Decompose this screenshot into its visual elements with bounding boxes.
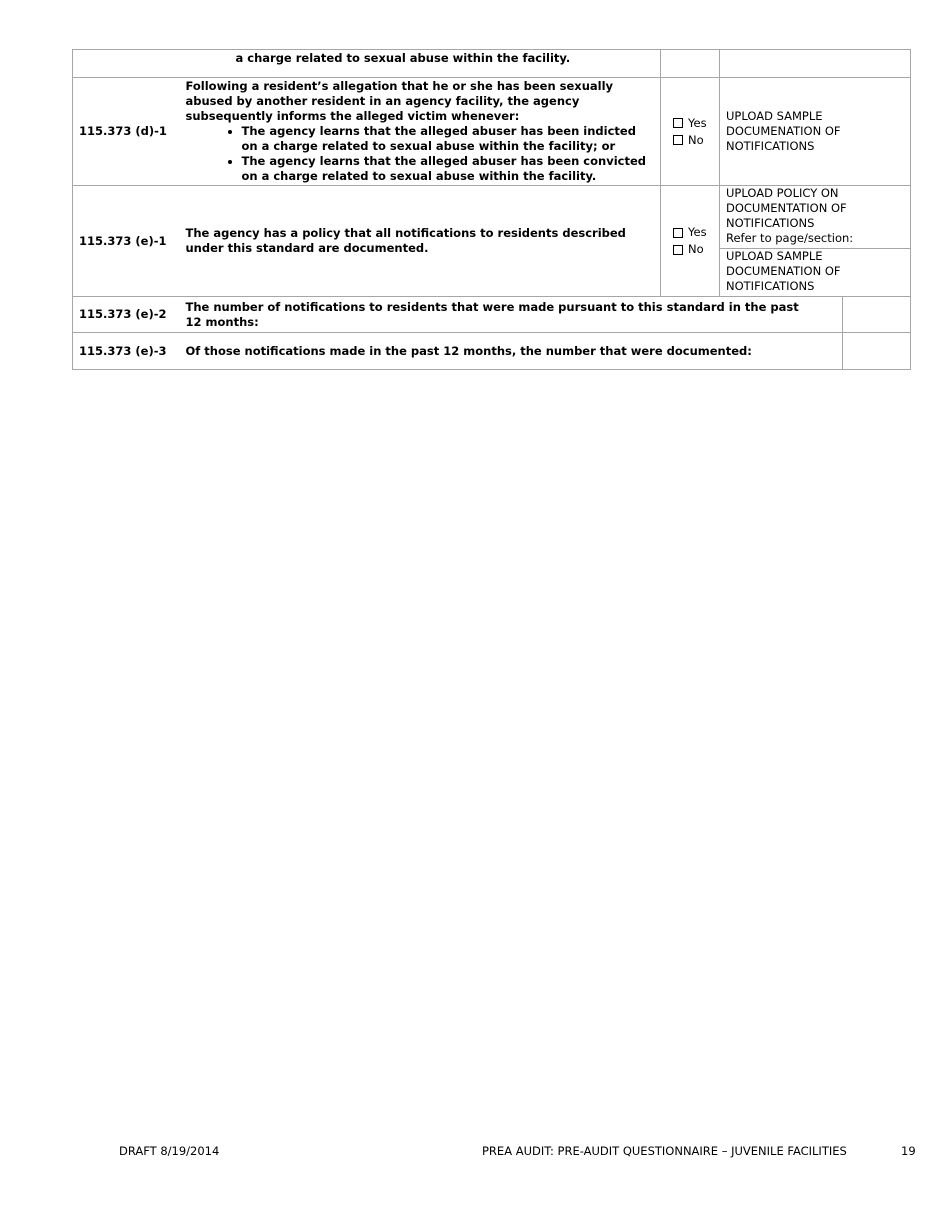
- upload-cell-empty: [720, 50, 911, 78]
- count-input-cell[interactable]: [843, 297, 911, 333]
- no-option[interactable]: [673, 241, 713, 258]
- yes-checkbox[interactable]: [673, 118, 683, 128]
- list-item: • The agency learns that the alleged abuser has been indicted on a charge related to sexual abuse within the facility; or: [242, 124, 655, 154]
- questionnaire-table: [72, 49, 911, 370]
- no-option[interactable]: [673, 132, 713, 149]
- footer-draft-date: DRAFT 8/19/2014: [119, 1144, 220, 1158]
- yes-option[interactable]: [673, 115, 713, 132]
- bullet-list: [186, 124, 655, 184]
- table-row-e3: [73, 333, 911, 370]
- no-checkbox[interactable]: [673, 135, 683, 145]
- question-id: 115.373 (e)-1: [73, 186, 180, 297]
- table-row-e1: [73, 186, 911, 249]
- upload-sample-link[interactable]: UPLOAD SAMPLE DOCUMENATION OF NOTIFICATIONS: [720, 78, 911, 186]
- question-text: The number of notifications to residents that were made pursuant to this standard in the past 12 months:: [180, 297, 843, 333]
- upload-sample-link[interactable]: UPLOAD SAMPLE DOCUMENATION OF NOTIFICATIONS: [720, 249, 911, 297]
- question-id: 115.373 (e)-2: [73, 297, 180, 333]
- question-id: 115.373 (e)-3: [73, 333, 180, 370]
- footer-title: PREA AUDIT: PRE-AUDIT QUESTIONNAIRE – JUVENILE FACILITIES: [482, 1144, 847, 1158]
- question-text: Of those notifications made in the past 12 months, the number that were documented:: [180, 333, 843, 370]
- table-row-d1: [73, 78, 911, 186]
- no-label: No: [688, 132, 704, 147]
- question-id: 115.373 (d)-1: [73, 78, 180, 186]
- answer-cell-empty: [661, 50, 720, 78]
- footer-page-number: 19: [901, 1144, 916, 1158]
- continuation-text: a charge related to sexual abuse within the facility.: [235, 51, 571, 65]
- no-label: No: [688, 242, 704, 256]
- yes-checkbox[interactable]: [673, 228, 683, 238]
- yes-option[interactable]: [673, 224, 713, 241]
- upload-policy-link[interactable]: UPLOAD POLICY ON DOCUMENTATION OF NOTIFICATIONS: [726, 186, 847, 230]
- no-checkbox[interactable]: [673, 245, 683, 255]
- refer-page-section: Refer to page/section:: [726, 231, 854, 245]
- question-text: Following a resident’s allegation that he or she has been sexually abused by another resident in an agency facility, the agency subsequently informs the alleged victim whenever:: [185, 79, 614, 123]
- yes-label: Yes: [688, 225, 707, 239]
- question-text: The agency has a policy that all notifications to residents described under this standard are documented.: [180, 186, 661, 297]
- count-input-cell[interactable]: [843, 333, 911, 370]
- table-row-e2: [73, 297, 911, 333]
- table-row-continuation: [73, 50, 911, 78]
- list-item: • The agency learns that the alleged abuser has been convicted on a charge related to sexual abuse within the facility.: [242, 154, 655, 184]
- yes-label: Yes: [688, 115, 707, 130]
